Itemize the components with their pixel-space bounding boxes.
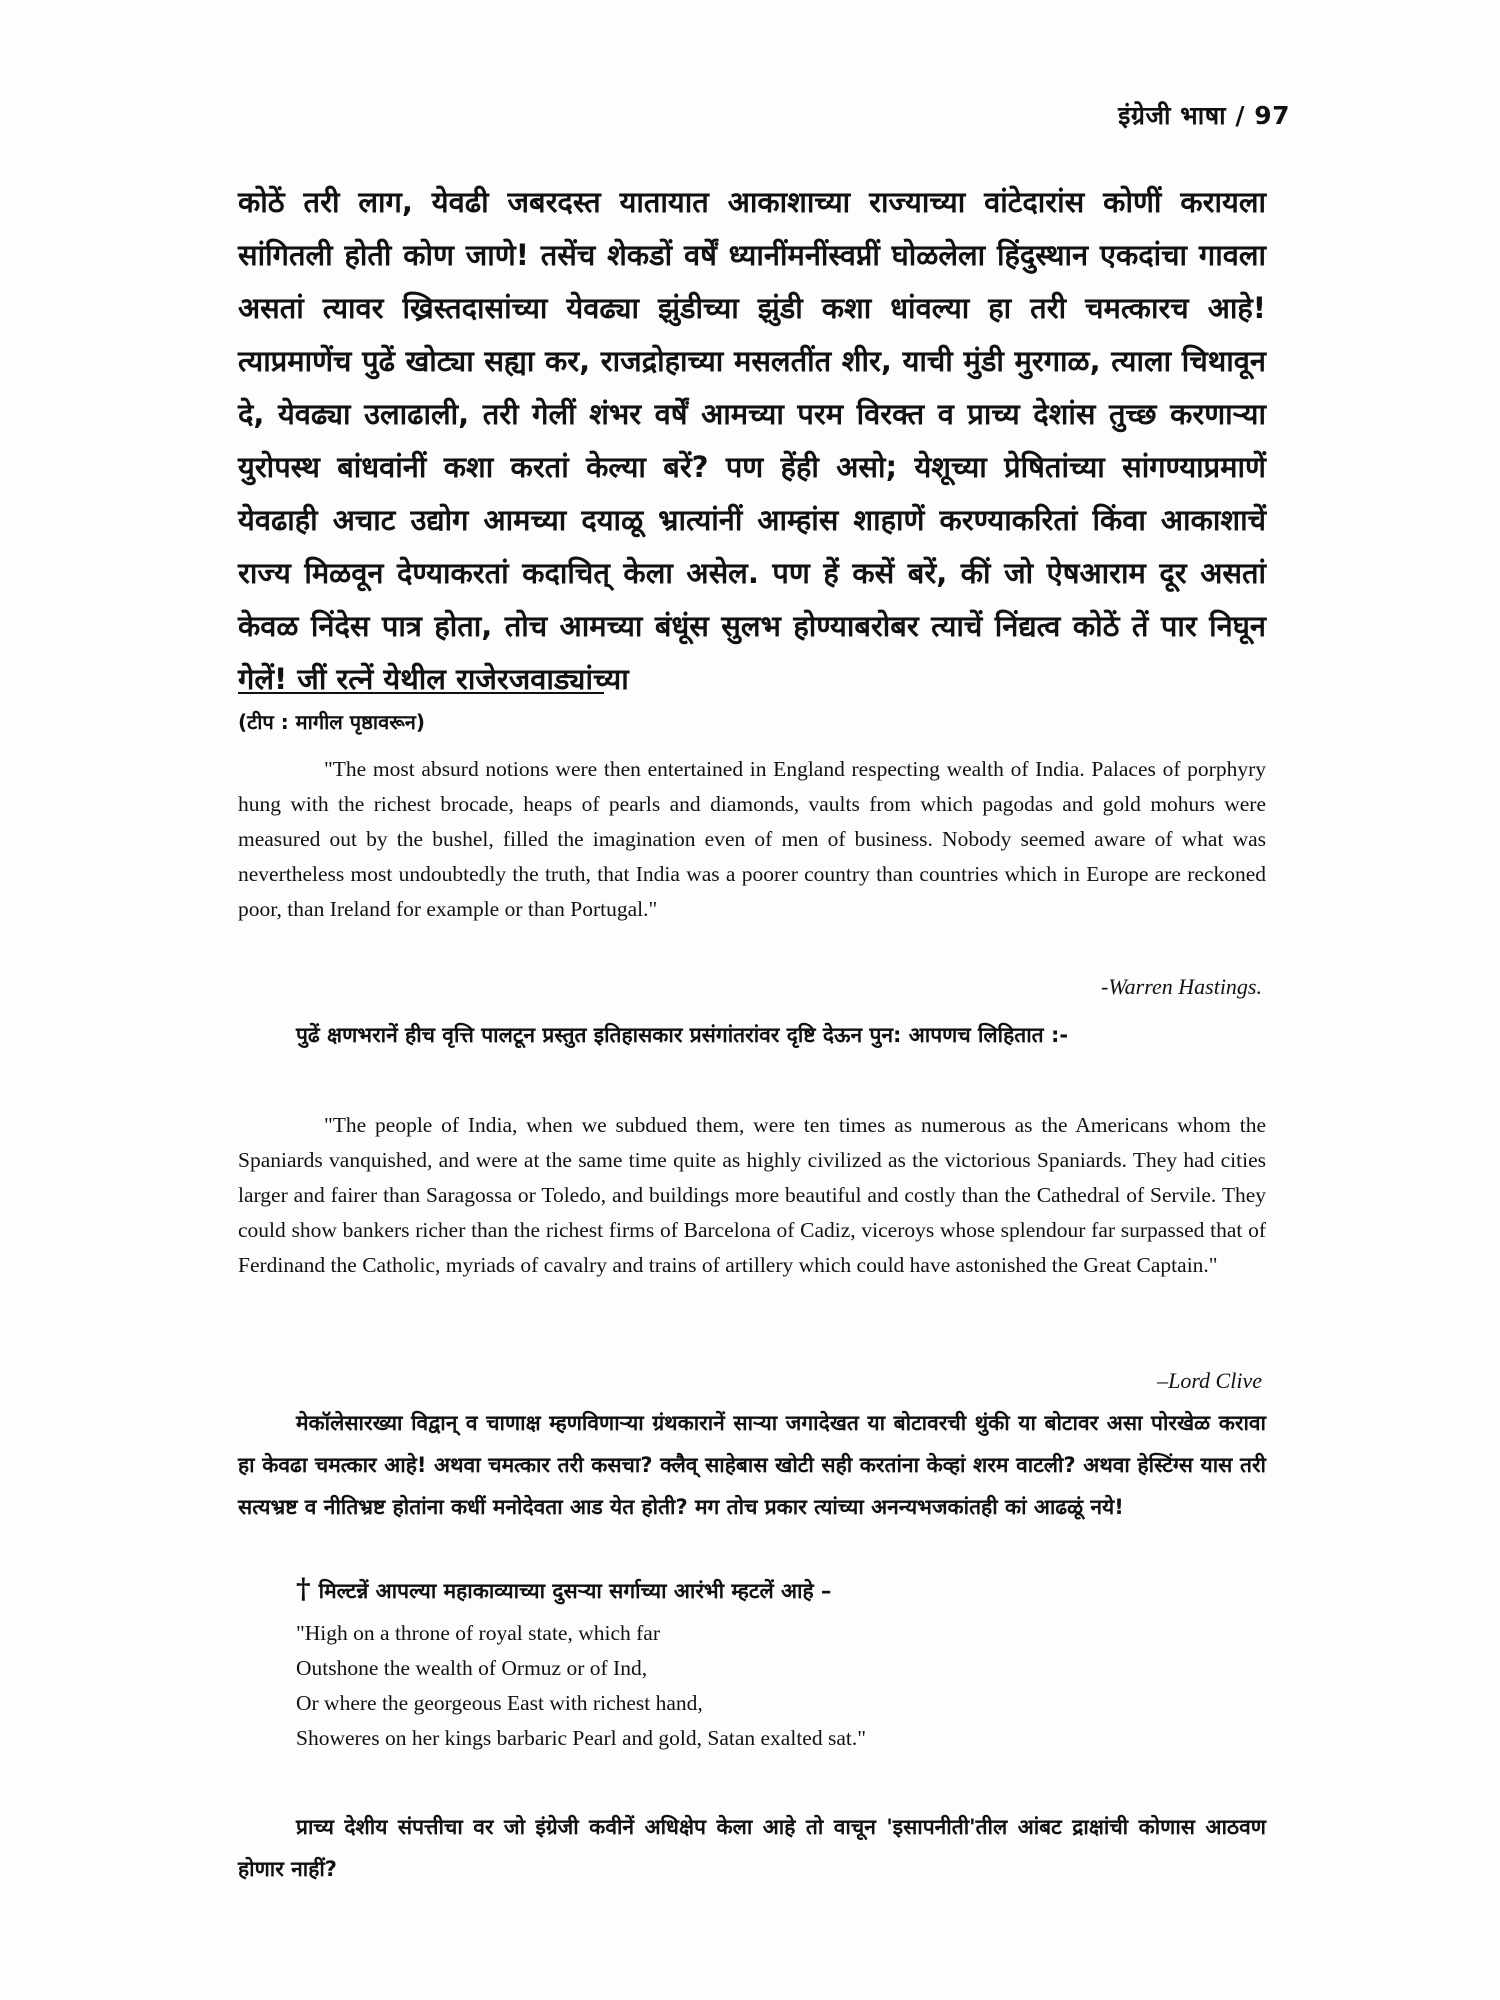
commentary-paragraph-3-text: प्राच्य देशीय संपत्तीचा वर जो इंग्रेजी कवीनें अधिक्षेप केला आहे तो वाचून 'इसापनीती'तील आंबट द्राक्षांची कोणास आठवण होणार नाहीं? [238, 1815, 1266, 1881]
poem-line: Or where the georgeous East with richest hand, [296, 1691, 703, 1715]
hastings-attribution: -Warren Hastings. [1101, 974, 1262, 999]
hastings-quote-text: "The most absurd notions were then entertained in England respecting wealth of India. Palaces of porphyry hung with the richest brocade, heaps of pearls and diamonds, vaults from which pagodas and gold mohurs were measured out by the bushel, filled the imagination even of men of business. Nobody seemed aware of what was nevertheless most undoubtedly the truth, that India was a poorer country than countries which in Europe are reckoned poor, than Ireland for example or than Portugal." [238, 757, 1266, 921]
footnote-label: (टीप : मागील पृष्ठावरून) [238, 710, 426, 734]
clive-attribution: –Lord Clive [1157, 1368, 1262, 1393]
commentary-paragraph-2-text: मेकॉलेसारख्या विद्वान् व चाणाक्ष म्हणविणाऱ्या ग्रंथकारानें साऱ्या जगादेखत या बोटावरची थुंकी या बोटावर असा पोरखेळ करावा हा केवढा चमत्कार आहे! अथवा चमत्कार तरी कसचा? क्लैव् साहेबास खोटी सही करतांना केव्हां शरम वाटली? अथवा हेस्टिंग्स यास तरी सत्यभ्रष्ट व नीतिभ्रष्ट होतांना कधीं मनोदेवता आड येत होती? मग तोच प्रकार त्यांच्या अनन्यभजकांतही कां आढळूं नये! [238, 1411, 1266, 1519]
milton-intro: मिल्टन्नें आपल्या महाकाव्याच्या दुसऱ्या सर्गाच्या आरंभी म्हटलें आहे – [318, 1579, 832, 1603]
commentary-paragraph-1 [238, 1014, 1266, 1056]
poem-line: Showeres on her kings barbaric Pearl and gold, Satan exalted sat." [296, 1726, 867, 1750]
hastings-quote [238, 752, 1266, 927]
commentary-paragraph-1-text: पुढें क्षणभरानें हीच वृत्ति पालटून प्रस्तुत इतिहासकार प्रसंगांतरांवर दृष्टि देऊन पुन: आपणच लिहितात :- [296, 1023, 1069, 1047]
milton-poem [238, 1616, 1324, 1756]
clive-quote [238, 1108, 1266, 1283]
dagger-icon: † [296, 1572, 311, 1605]
milton-note [238, 1572, 1324, 1608]
poem-line: Outshone the wealth of Ormuz or of Ind, [296, 1656, 648, 1680]
running-head: इंग्रेजी भाषा / 97 [1118, 101, 1290, 130]
footnote-divider [238, 692, 604, 694]
poem-line: "High on a throne of royal state, which far [296, 1621, 661, 1645]
clive-quote-text: "The people of India, when we subdued them, were ten times as numerous as the Americans whom the Spaniards vanquished, and were at the same time quite as highly civilized as the victorious Spaniards. They had cities larger and fairer than Saragossa or Toledo, and buildings more beautiful and costly than the Cathedral of Servile. They could show bankers richer than the richest firms of Barcelona of Cadiz, viceroys whose splendour far surpassed that of Ferdinand the Catholic, myriads of cavalry and trains of artillery which could have astonished the Great Captain." [238, 1113, 1266, 1277]
main-paragraph: कोठें तरी लाग, येवढी जबरदस्त यातायात आकाशाच्या राज्याच्या वांटेदारांस कोणीं करायला सांगितली होती कोण जाणे! तसेंच शेकडों वर्षें ध्यानींमनींस्वप्नीं घोळलेला हिंदुस्थान एकदांचा गावला असतां त्यावर ख्रिस्तदासांच्या येवढ्या झुंडीच्या झुंडी कशा धांवल्या हा तरी चमत्कारच आहे! त्याप्रमाणेंच पुढें खोट्या सह्या कर, राजद्रोहाच्या मसलतींत शीर, याची मुंडी मुरगाळ, त्याला चिथावून दे, येवढ्या उलाढाली, तरी गेलीं शंभर वर्षें आमच्या परम विरक्त व प्राच्य देशांस तुच्छ करणाऱ्या युरोपस्थ बांधवांनीं कशा करतां केल्या बरें? पण हेंही असो; येशूच्या प्रेषितांच्या सांगण्याप्रमाणें येवढाही अचाट उद्योग आमच्या दयाळू भ्रात्यांनीं आम्हांस शाहाणें करण्याकरितां किंवा आकाशाचें राज्य मिळवून देण्याकरतां कदाचित् केला असेल. पण हें कसें बरें, कीं जो ऐषआराम दूर असतां केवळ निंदेस पात्र होता, तोच आमच्या बंधूंस सुलभ होण्याबरोबर त्याचें निंद्यत्व कोठें तें पार निघून गेलें! जीं रत्नें येथील राजेरजवाड्यांच्या [238, 185, 1266, 696]
commentary-paragraph-2 [238, 1402, 1266, 1528]
commentary-paragraph-3 [238, 1806, 1266, 1890]
